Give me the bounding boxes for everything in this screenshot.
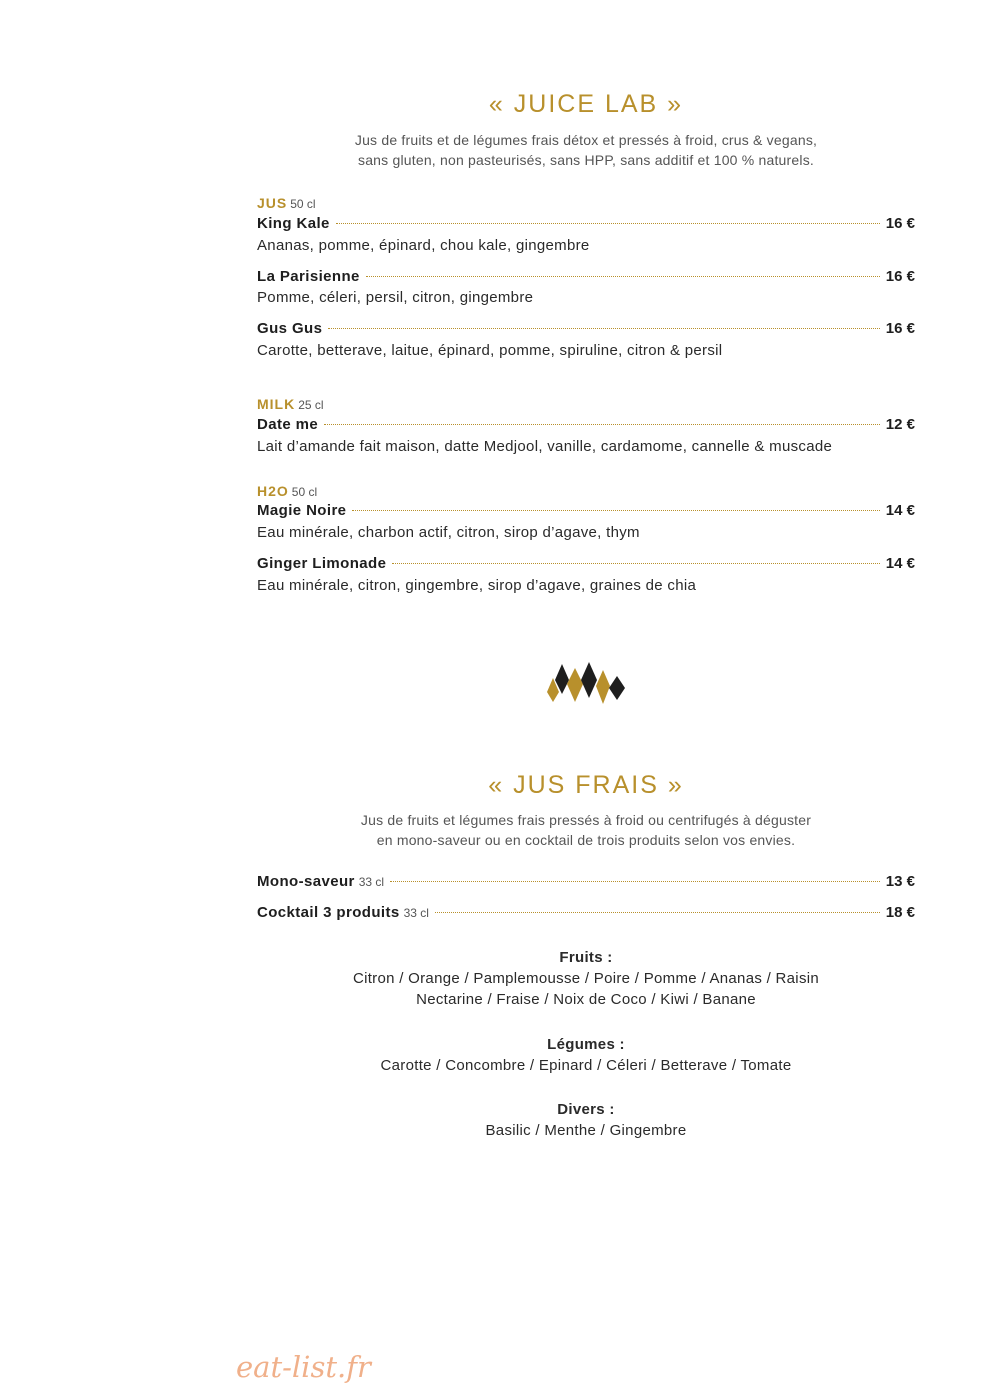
menu-item-king-kale [257,214,915,234]
watermark: eat-list.fr [236,1350,371,1384]
item-price: 16 € [885,215,915,232]
menu-item-cocktail-3-produits [257,903,915,923]
group-label: Légumes : [547,1036,625,1053]
jus-frais-intro-line-2: en mono-saveur ou en cocktail de trois produits selon vos envies. [376,832,796,848]
item-name: Cocktail 3 produits [257,904,400,921]
group-line: Nectarine / Fraise / Noix de Coco / Kiwi / Banane [416,991,756,1008]
item-name: King Kale [257,215,330,232]
category-name: JUS [257,195,288,211]
menu-item-mono-saveur [257,872,915,892]
dotted-leader [336,223,880,224]
category-jus [257,194,316,213]
category-h2o [257,482,317,501]
item-price: 14 € [885,502,915,519]
menu-item-la-parisienne [257,267,915,287]
menu-item-ginger-limonade [257,554,915,574]
item-price: 14 € [885,555,915,572]
category-volume: 50 cl [290,197,316,211]
category-name: MILK [257,396,296,412]
group-legumes [257,1034,915,1076]
menu-item-magie-noire [257,501,915,521]
menu-item-date-me [257,415,915,435]
item-price: 18 € [885,904,915,921]
group-divers [257,1099,915,1141]
item-name: La Parisienne [257,268,360,285]
item-description: Eau minérale, citron, gingembre, sirop d’agave, graines de chia [257,577,697,594]
item-name: Magie Noire [257,502,347,519]
item-price: 13 € [885,873,915,890]
group-line: Citron / Orange / Pamplemousse / Poire / Pomme / Ananas / Raisin [352,970,820,987]
item-price: 16 € [885,268,915,285]
dotted-leader [390,881,880,882]
juice-lab-intro-line-2: sans gluten, non pasteurisés, sans HPP, sans additif et 100 % naturels. [358,152,814,168]
item-description: Carotte, betterave, laitue, épinard, pomme, spiruline, citron & persil [257,342,723,359]
category-name: H2O [257,483,289,499]
dotted-leader [328,328,879,329]
item-volume: 33 cl [358,875,385,889]
item-price: 16 € [885,320,915,337]
dotted-leader [366,276,880,277]
dotted-leader [392,563,879,564]
menu-item-gus-gus [257,319,915,339]
item-name: Ginger Limonade [257,555,387,572]
section-title-juice-lab: « JUICE LAB » [488,90,684,118]
category-milk [257,395,324,414]
item-description: Pomme, céleri, persil, citron, gingembre [257,289,534,306]
category-volume: 25 cl [298,398,324,412]
juice-lab-intro-line-1: Jus de fruits et de légumes frais détox et pressés à froid, crus & vegans, [354,132,818,148]
group-label: Divers : [557,1101,615,1118]
section-title-jus-frais: « JUS FRAIS » [488,771,684,799]
group-label: Fruits : [559,949,613,966]
group-line: Basilic / Menthe / Gingembre [485,1122,687,1139]
item-name: Mono-saveur [257,873,355,890]
item-volume: 33 cl [403,906,429,920]
item-description: Eau minérale, charbon actif, citron, sirop d’agave, thym [257,524,640,541]
item-name: Gus Gus [257,320,323,337]
item-price: 12 € [885,416,915,433]
group-fruits [257,947,915,1010]
group-line: Carotte / Concombre / Epinard / Céleri / Betterave / Tomate [380,1057,792,1074]
dotted-leader [352,510,879,511]
diamond-ornament-icon [545,660,629,704]
jus-frais-intro-line-1: Jus de fruits et légumes frais pressés à froid ou centrifugés à déguster [360,812,812,828]
item-name: Date me [257,416,319,433]
dotted-leader [435,912,880,913]
category-volume: 50 cl [291,485,318,499]
item-description: Ananas, pomme, épinard, chou kale, gingembre [257,237,590,254]
dotted-leader [324,424,880,425]
item-description: Lait d’amande fait maison, datte Medjool, vanille, cardamome, cannelle & muscade [257,438,833,455]
